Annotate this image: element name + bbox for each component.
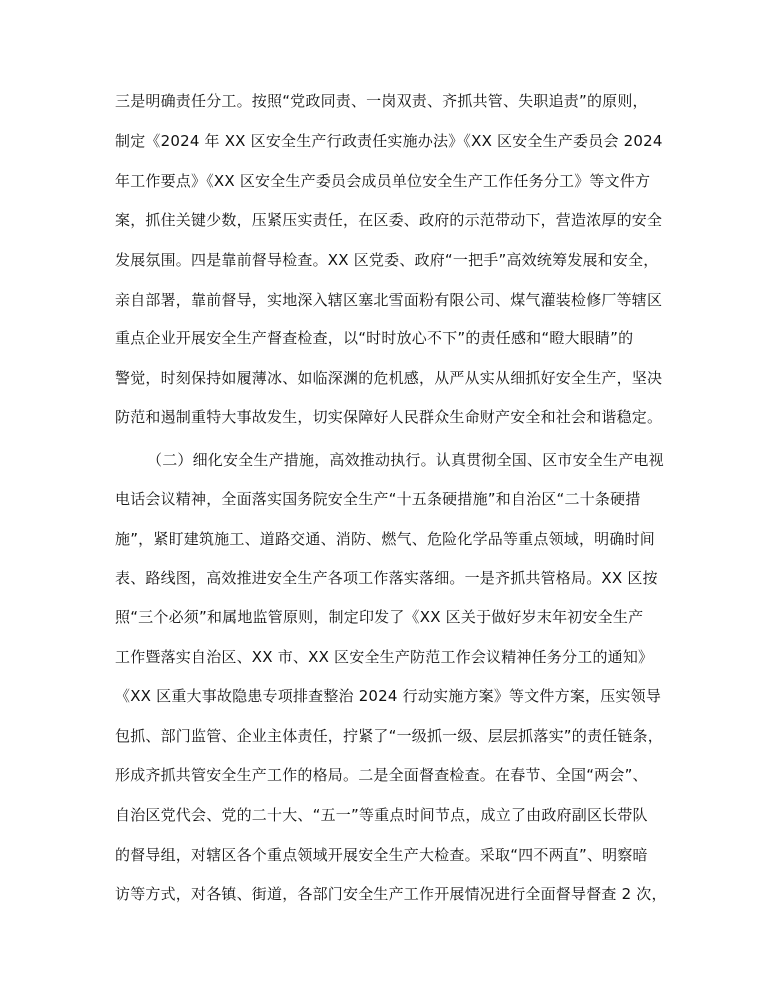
paragraph-line: 访等方式，对各镇、街道，各部门安全生产工作开展情况进行全面督导督查 2 次， <box>115 885 667 903</box>
paragraph-line: 的督导组，对辖区各个重点领域开展安全生产大检查。采取“四不两直”、明察暗 <box>115 846 648 864</box>
section-heading-line: （二）细化安全生产措施，高效推动执行。认真贯彻全国、区市安全生产电视 <box>147 451 664 469</box>
paragraph-line: 工作暨落实自治区、XX 市、XX 区安全生产防范工作会议精神任务分工的通知》 <box>115 648 654 666</box>
paragraph-line: 案，抓住关键少数，压紧压实责任，在区委、政府的示范带动下，营造浓厚的安全 <box>115 211 663 229</box>
paragraph-line: 自治区党代会、党的二十大、“五一”等重点时间节点，成立了由政府副区长带队 <box>115 806 648 824</box>
paragraph-line: 电话会议精神，全面落实国务院安全生产“十五条硬措施”和自治区“二十条硬措 <box>115 490 641 508</box>
paragraph-line: 包抓、部门监管、企业主体责任，拧紧了“一级抓一级、层层抓落实”的责任链条， <box>115 727 663 745</box>
paragraph-line: 《XX 区重大事故隐患专项排查整治 2024 行动实施方案》等文件方案，压实领导 <box>115 687 662 705</box>
paragraph-line: 警觉，时刻保持如履薄冰、如临深渊的危机感，从严从实从细抓好安全生产，坚决 <box>115 369 663 387</box>
paragraph-line: 施”，紧盯建筑施工、道路交通、消防、燃气、危险化学品等重点领域，明确时间 <box>115 530 655 548</box>
paragraph-line: 制定《2024 年 XX 区安全生产行政责任实施办法》《XX 区安全生产委员会 2024 <box>115 132 663 150</box>
paragraph-line: 三是明确责任分工。按照“党政同责、一岗双责、齐抓共管、失职追责”的原则， <box>115 92 648 110</box>
paragraph-line: 亲自部署，靠前督导，实地深入辖区塞北雪面粉有限公司、煤气灌装检修厂等辖区 <box>115 291 663 309</box>
paragraph-line: 形成齐抓共管安全生产工作的格局。二是全面督查检查。在春节、全国“两会”、 <box>115 766 648 784</box>
paragraph-line: 照“三个必须”和属地监管原则，制定印发了《XX 区关于做好岁末年初安全生产 <box>115 608 644 626</box>
paragraph-line: 防范和遏制重特大事故发生，切实保障好人民群众生命财产安全和社会和谐稳定。 <box>115 408 663 426</box>
paragraph-line: 年工作要点》《XX 区安全生产委员会成员单位安全生产工作任务分工》等文件方 <box>115 172 651 190</box>
paragraph-line: 发展氛围。四是靠前督导检查。XX 区党委、政府“一把手”高效统筹发展和安全， <box>115 251 659 269</box>
paragraph-line: 表、路线图，高效推进安全生产各项工作落实落细。一是齐抓共管格局。XX 区按 <box>115 569 658 587</box>
paragraph-line: 重点企业开展安全生产督查检查，以“时时放心不下”的责任感和“瞪大眼睛”的 <box>115 329 634 347</box>
